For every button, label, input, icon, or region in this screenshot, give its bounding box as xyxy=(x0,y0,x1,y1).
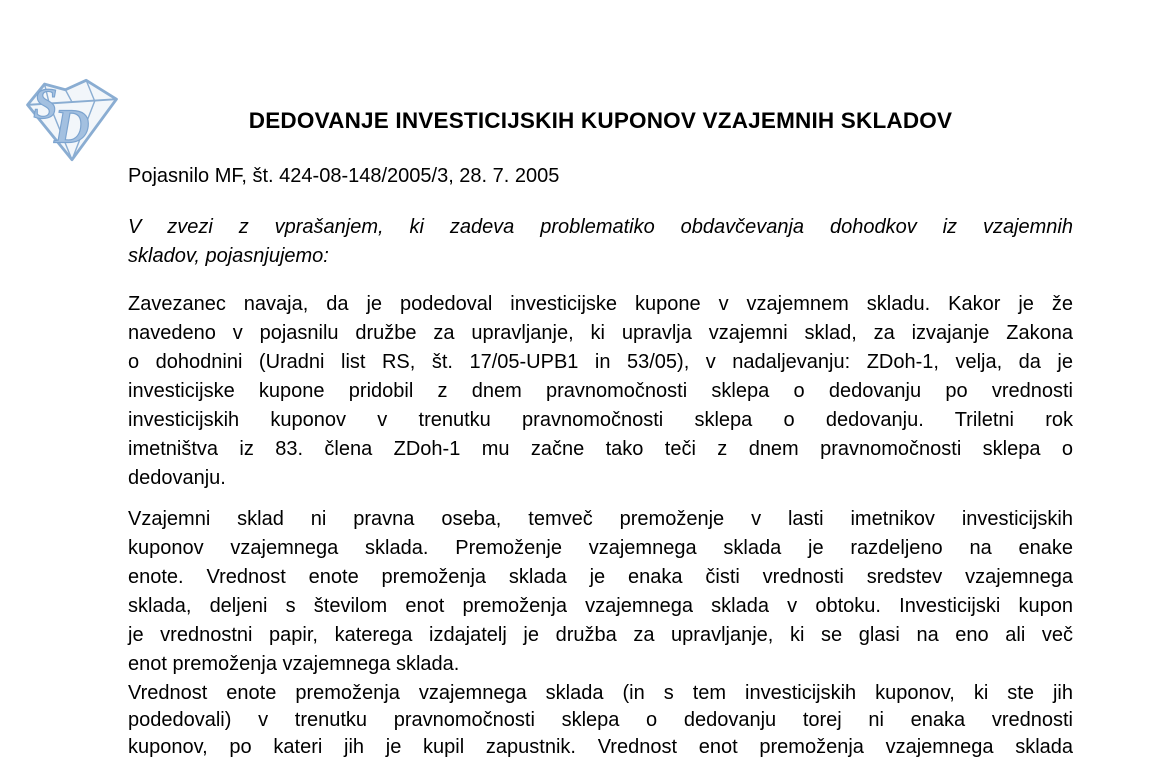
text-line: o dohodnini (Uradni list RS, št. 17/05-UPB1 in 53/05), v nadaljevanju: ZDoh-1, velja, da je xyxy=(128,351,1073,373)
text-line-clipped: kuponov, po kateri jih je kupil zapustnik. Vrednost enot premoženja vzajemnega sklada xyxy=(128,736,1073,758)
text-line: je vrednostni papir, katerega izdajatelj je družba za upravljanje, ki se glasi na eno ali več xyxy=(128,624,1073,646)
text-line: investicijske kupone pridobil z dnem pravnomočnosti sklepa o dedovanju po vrednosti xyxy=(128,380,1073,402)
document-reference: Pojasnilo MF, št. 424-08-148/2005/3, 28. 7. 2005 xyxy=(128,165,560,187)
logo-letter-s: S xyxy=(33,80,58,129)
paragraph-1 xyxy=(128,290,1073,493)
logo-letter-d: D xyxy=(54,98,90,154)
text-line: Vzajemni sklad ni pravna oseba, temveč premoženje v lasti imetnikov investicijskih xyxy=(128,508,1073,530)
document-title: DEDOVANJE INVESTICIJSKIH KUPONOV VZAJEMNIH SKLADOV xyxy=(248,108,953,133)
text-line: podedovali) v trenutku pravnomočnosti sklepa o dedovanju torej ni enaka vrednosti xyxy=(128,709,1073,731)
paragraph-3 xyxy=(128,680,1073,761)
sd-diamond-logo-icon xyxy=(20,72,124,168)
text-line: skladov, pojasnjujemo: xyxy=(128,245,329,267)
text-line: dedovanju. xyxy=(128,467,226,489)
text-line: kuponov vzajemnega sklada. Premoženje vzajemnega sklada je razdeljeno na enake xyxy=(128,537,1073,559)
document-body xyxy=(128,106,1073,761)
text-line: imetništva iz 83. člena ZDoh-1 mu začne tako teči z dnem pravnomočnosti sklepa o xyxy=(128,438,1073,460)
text-line: enot premoženja vzajemnega sklada. xyxy=(128,653,460,675)
intro-paragraph xyxy=(128,213,1073,271)
text-line: enote. Vrednost enote premoženja sklada je enaka čisti vrednosti sredstev vzajemnega xyxy=(128,566,1073,588)
paragraph-2 xyxy=(128,505,1073,679)
text-line: Zavezanec navaja, da je podedoval investicijske kupone v vzajemnem skladu. Kakor je že xyxy=(128,293,1073,315)
text-line: sklada, deljeni s številom enot premoženja vzajemnega sklada v obtoku. Investicijski kupon xyxy=(128,595,1073,617)
text-line: investicijskih kuponov v trenutku pravnomočnosti sklepa o dedovanju. Triletni rok xyxy=(128,409,1073,431)
text-line: navedeno v pojasnilu družbe za upravljanje, ki upravlja vzajemni sklad, za izvajanje Zakona xyxy=(128,322,1073,344)
text-line: V zvezi z vprašanjem, ki zadeva problematiko obdavčevanja dohodkov iz vzajemnih xyxy=(128,216,1073,238)
text-line: Vrednost enote premoženja vzajemnega sklada (in s tem investicijskih kuponov, ki ste jih xyxy=(128,682,1073,704)
